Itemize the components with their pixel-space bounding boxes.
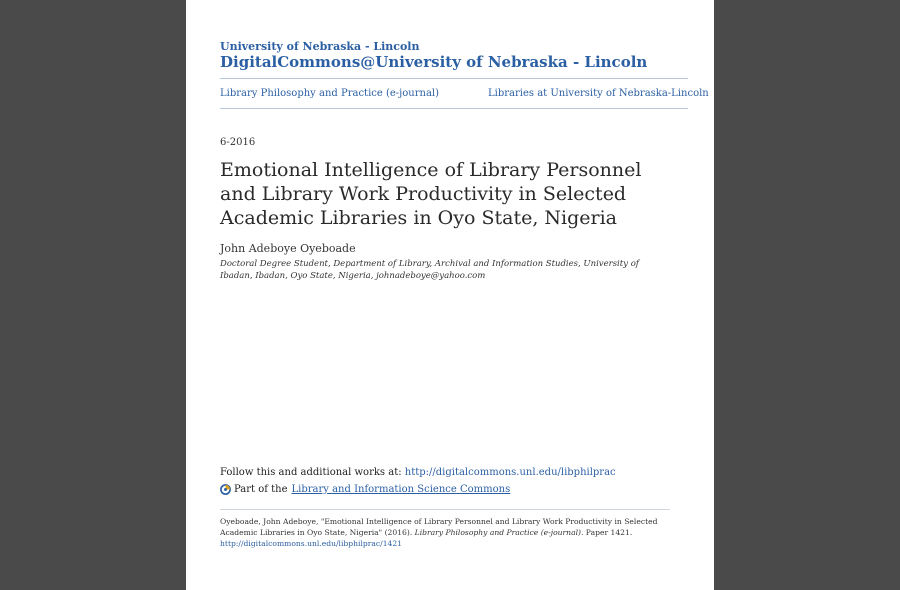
top-rule xyxy=(220,78,688,79)
creative-commons-icon xyxy=(220,484,231,495)
citation-url-link[interactable]: http://digitalcommons.unl.edu/libphilprac/1421 xyxy=(220,539,403,548)
citation-block xyxy=(220,516,670,549)
libraries-link[interactable]: Libraries at University of Nebraska-Lincoln xyxy=(488,88,709,99)
follow-line xyxy=(220,467,616,478)
institution-name-small[interactable]: University of Nebraska - Lincoln xyxy=(220,40,420,53)
document-page xyxy=(186,0,714,590)
author-name: John Adeboye Oyeboade xyxy=(220,242,356,255)
article-title: Emotional Intelligence of Library Personnel and Library Work Productivity in Selected Academic Libraries in Oyo State, Nigeria xyxy=(220,159,642,229)
follow-url-link[interactable]: http://digitalcommons.unl.edu/libphilprac xyxy=(404,467,616,478)
footer-rule xyxy=(220,509,670,510)
journal-link[interactable]: Library Philosophy and Practice (e-journal) xyxy=(220,88,440,99)
citation-text: Oyeboade, John Adeboye, "Emotional Intelligence of Library Personnel and Library Work Productivity in Selected Academic Libraries in Oyo State, Nigeria" (2016). xyxy=(220,517,658,537)
author-affiliation: Doctoral Degree Student, Department of Library, Archival and Information Studies, University of Ibadan, Ibadan, Oyo State, Nigeria, johnadeboye@yahoo.com xyxy=(220,259,639,281)
citation-journal: Library Philosophy and Practice (e-journal) xyxy=(414,528,581,537)
part-of-line xyxy=(220,484,510,495)
commons-link[interactable]: Library and Information Science Commons xyxy=(291,484,511,495)
publication-date: 6-2016 xyxy=(220,137,256,148)
institution-name-large[interactable]: DigitalCommons@University of Nebraska - Lincoln xyxy=(220,53,648,71)
follow-prefix: Follow this and additional works at: xyxy=(220,467,402,478)
bottom-rule xyxy=(220,108,688,109)
citation-paper: . Paper 1421. xyxy=(580,528,633,537)
part-of-prefix: Part of the xyxy=(234,484,288,495)
